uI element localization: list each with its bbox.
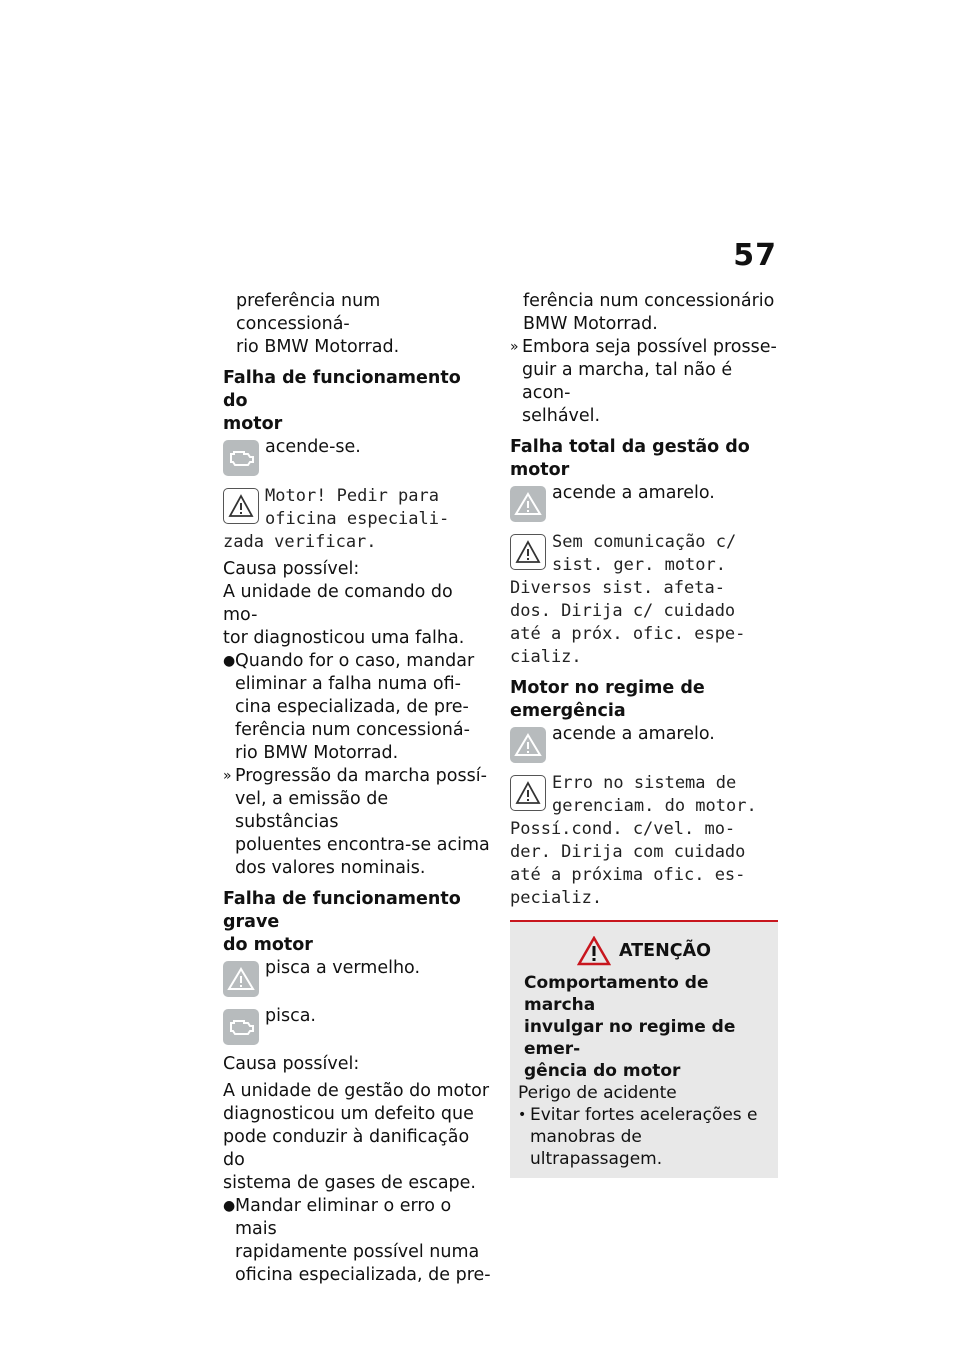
engine-warning-icon [223, 1009, 259, 1045]
warning-indicator-row [510, 723, 778, 763]
engine-warning-icon [223, 440, 259, 476]
right-column [510, 290, 778, 1178]
indicator-text: pisca. [265, 1006, 316, 1026]
indicator-text: acende-se. [265, 437, 361, 457]
continued-text: ferência num concessionário BMW Motorrad. [523, 291, 775, 334]
heading-total-failure: Falha total da gestão do motor [510, 437, 750, 480]
display-message-line: zada verificar. [223, 532, 377, 552]
warning-box [510, 920, 778, 1178]
left-column [223, 290, 491, 1287]
result-bullet: » Embora seja possível prosse- guir a marcha, tal não é acon- selhável. [510, 337, 777, 426]
warning-hazard: Perigo de acidente [518, 1083, 677, 1103]
page-number: 57 [733, 238, 777, 273]
heading-emergency-mode: Motor no regime de emergência [510, 678, 705, 721]
warning-triangle-icon [577, 936, 611, 966]
warning-bullet: • Evitar fortes acelerações e manobras de ultrapassagem. [518, 1105, 758, 1169]
display-message-lines: Diversos sist. afeta- dos. Dirija c/ cuidado até a próx. ofic. espe- cializ. [510, 578, 746, 667]
cause-text: A unidade de gestão do motor diagnosticou um defeito que pode conduzir à danificação do sistema de gases de escape. [223, 1081, 490, 1193]
heading-severe-malfunction: Falha de funcionamento grave do motor [223, 889, 461, 955]
warning-triangle-icon [510, 775, 546, 811]
action-bullet: ● Mandar eliminar o erro o mais rapidamente possível numa oficina especializada, de pre- [223, 1196, 491, 1285]
warning-triangle-icon [510, 727, 546, 763]
heading-engine-malfunction: Falha de funcionamento do motor [223, 368, 461, 434]
display-message: Erro no sistema de gerenciam. do motor. Possí.cond. c/vel. mo- der. Dirija com cuidado até a próxima ofic. es- pecializ. [510, 771, 778, 910]
result-bullet: » Progressão da marcha possí- vel, a emissão de substâncias poluentes encontra-se acima dos valores nominais. [223, 766, 490, 878]
warning-triangle-icon [223, 488, 259, 524]
warning-indicator-row [223, 957, 491, 997]
warning-triangle-icon [510, 534, 546, 570]
display-message: Sem comunicação c/ sist. ger. motor. Diversos sist. afeta- dos. Dirija c/ cuidado até a próx. ofic. espe- cializ. [510, 530, 778, 669]
display-message: Motor! Pedir para oficina especiali- zada verificar. [223, 484, 491, 554]
action-bullet: ● Quando for o caso, mandar eliminar a falha numa ofi- cina especializada, de pre- ferência num concessioná- rio BMW Motorrad. [223, 651, 475, 763]
indicator-text: acende a amarelo. [552, 483, 715, 503]
cause-label: Causa possível: [223, 1054, 360, 1074]
indicator-text: pisca a vermelho. [265, 958, 421, 978]
engine-indicator-row [223, 436, 491, 476]
engine-indicator-row [223, 1005, 491, 1045]
warning-label: ATENÇÃO [619, 941, 711, 961]
continued-text: preferência num concessioná- rio BMW Motorrad. [236, 291, 400, 357]
warning-triangle-icon [510, 486, 546, 522]
cause-text: A unidade de comando do mo- tor diagnosticou uma falha. [223, 582, 465, 648]
cause-label: Causa possível: [223, 559, 360, 579]
warning-title: Comportamento de marcha invulgar no regime de emer- gência do motor [524, 973, 736, 1081]
warning-indicator-row [510, 482, 778, 522]
indicator-text: acende a amarelo. [552, 724, 715, 744]
warning-triangle-icon [223, 961, 259, 997]
display-message-lines: Possí.cond. c/vel. mo- der. Dirija com cuidado até a próxima ofic. es- pecializ. [510, 819, 746, 908]
